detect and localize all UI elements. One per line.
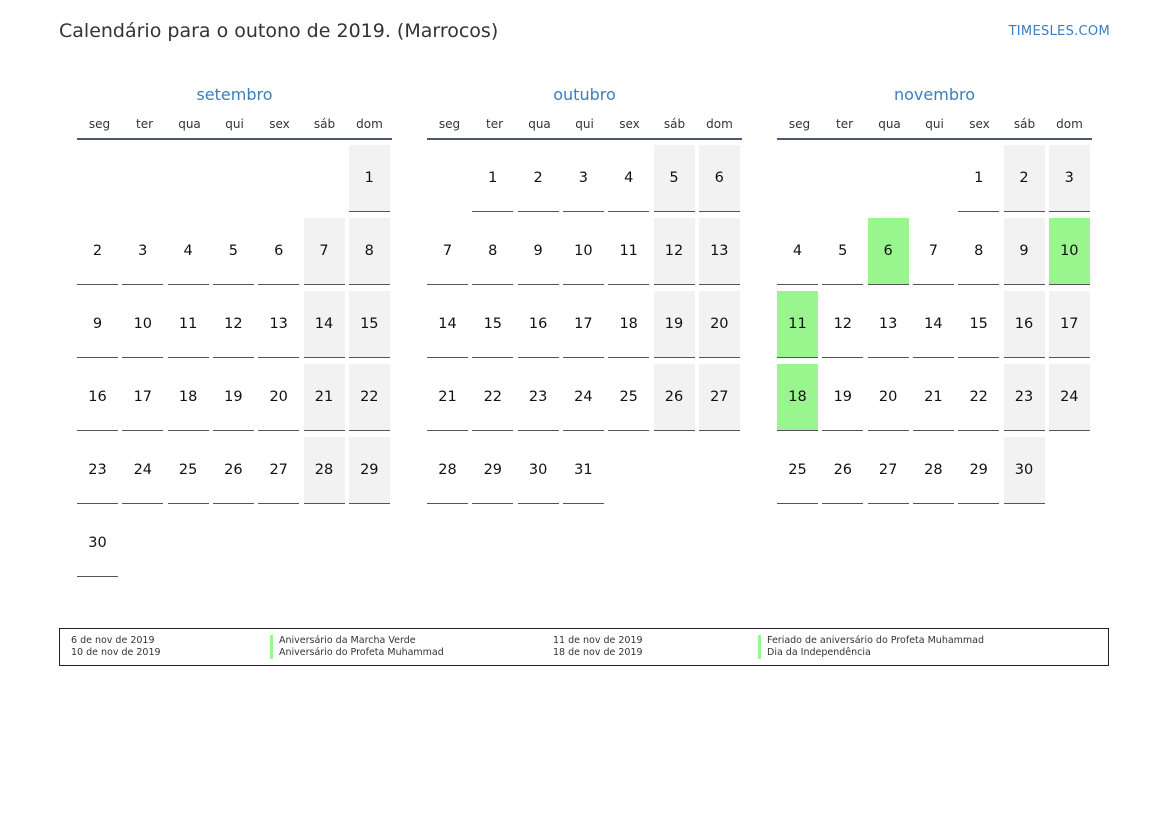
legend-holiday-name: Aniversário do Profeta Muhammad	[270, 647, 444, 659]
day-cell: 3	[563, 145, 604, 212]
day-cell: 13	[868, 291, 909, 358]
day-cell: 15	[472, 291, 513, 358]
day-cell: 23	[518, 364, 559, 431]
day-cell: 9	[1004, 218, 1045, 285]
day-cell: 11	[777, 291, 818, 358]
day-cell: 27	[868, 437, 909, 504]
day-cell: 16	[518, 291, 559, 358]
day-cell: 20	[699, 291, 740, 358]
legend-holiday-name: Aniversário da Marcha Verde	[270, 635, 444, 647]
day-cell: 10	[122, 291, 163, 358]
day-cell: 28	[427, 437, 468, 504]
weekday-label: ter	[485, 117, 504, 131]
weekday-label: sex	[269, 117, 290, 131]
day-cell: 30	[1004, 437, 1045, 504]
day-cell: 3	[1049, 145, 1090, 212]
day-cell: 28	[913, 437, 954, 504]
day-cell: 29	[472, 437, 513, 504]
weekday-label: seg	[788, 117, 811, 131]
day-cell: 13	[699, 218, 740, 285]
day-cell: 31	[563, 437, 604, 504]
day-cell: 26	[822, 437, 863, 504]
month-november	[777, 84, 1092, 478]
day-cell: 16	[77, 364, 118, 431]
day-cell: 26	[654, 364, 695, 431]
day-cell: 22	[958, 364, 999, 431]
weekday-label: qua	[178, 117, 201, 131]
weekday-label: seg	[438, 117, 461, 131]
month-september	[77, 84, 392, 551]
day-cell: 12	[654, 218, 695, 285]
day-cell: 14	[427, 291, 468, 358]
legend-date: 18 de nov de 2019	[553, 647, 643, 658]
day-cell: 14	[913, 291, 954, 358]
month-name: outubro	[553, 85, 616, 104]
day-cell: 20	[868, 364, 909, 431]
weekday-label: qui	[225, 117, 244, 131]
weekday-label: dom	[1056, 117, 1083, 131]
day-cell: 20	[258, 364, 299, 431]
legend-date: 11 de nov de 2019	[553, 635, 643, 646]
day-cell: 13	[258, 291, 299, 358]
day-cell: 5	[822, 218, 863, 285]
day-cell: 30	[518, 437, 559, 504]
month-name: setembro	[196, 85, 273, 104]
month-october	[427, 84, 742, 478]
legend-holiday-name: Dia da Independência	[758, 647, 984, 659]
weekday-label: dom	[356, 117, 383, 131]
day-cell: 28	[304, 437, 345, 504]
day-cell: 8	[958, 218, 999, 285]
day-cell: 26	[213, 437, 254, 504]
day-cell: 15	[349, 291, 390, 358]
day-cell: 17	[1049, 291, 1090, 358]
day-cell: 12	[822, 291, 863, 358]
day-cell: 10	[563, 218, 604, 285]
day-cell: 10	[1049, 218, 1090, 285]
day-cell: 29	[349, 437, 390, 504]
day-cell: 4	[608, 145, 649, 212]
day-cell: 30	[77, 510, 118, 577]
legend-names-right	[758, 635, 984, 659]
month-name: novembro	[894, 85, 975, 104]
day-cell: 21	[427, 364, 468, 431]
day-cell: 17	[563, 291, 604, 358]
day-cell: 6	[258, 218, 299, 285]
day-cell: 2	[1004, 145, 1045, 212]
day-cell: 4	[168, 218, 209, 285]
weekday-label: dom	[706, 117, 733, 131]
weekday-label: qui	[925, 117, 944, 131]
day-cell: 19	[822, 364, 863, 431]
day-cell: 27	[699, 364, 740, 431]
weekday-label: ter	[135, 117, 154, 131]
calendar-months	[77, 84, 1093, 584]
day-cell: 12	[213, 291, 254, 358]
day-cell: 9	[518, 218, 559, 285]
day-cell: 15	[958, 291, 999, 358]
day-cell: 18	[608, 291, 649, 358]
legend-names-left	[270, 635, 444, 659]
legend-dates-left	[71, 635, 161, 659]
day-cell: 4	[777, 218, 818, 285]
weekday-header	[427, 116, 742, 140]
weekday-label: sex	[969, 117, 990, 131]
weekday-label: seg	[88, 117, 111, 131]
day-cell: 7	[304, 218, 345, 285]
day-cell: 5	[213, 218, 254, 285]
day-cell: 18	[777, 364, 818, 431]
weekday-label: sáb	[663, 117, 686, 131]
weekday-header	[77, 116, 392, 140]
day-cell: 8	[472, 218, 513, 285]
day-cell: 1	[958, 145, 999, 212]
legend-date: 10 de nov de 2019	[71, 647, 161, 658]
day-cell: 2	[518, 145, 559, 212]
day-cell: 24	[563, 364, 604, 431]
day-cell: 21	[304, 364, 345, 431]
day-cell: 6	[868, 218, 909, 285]
legend-holiday-name: Feriado de aniversário do Profeta Muhammad	[758, 635, 984, 647]
page-title: Calendário para o outono de 2019. (Marrocos)	[59, 20, 499, 42]
day-cell: 9	[77, 291, 118, 358]
day-cell: 7	[913, 218, 954, 285]
site-link[interactable]: TIMESLES.COM	[1008, 24, 1110, 39]
weekday-label: qui	[575, 117, 594, 131]
weekday-label: qua	[878, 117, 901, 131]
day-cell: 23	[1004, 364, 1045, 431]
day-cell: 2	[77, 218, 118, 285]
legend-date: 6 de nov de 2019	[71, 635, 155, 646]
day-cell: 19	[654, 291, 695, 358]
day-cell: 6	[699, 145, 740, 212]
day-cell: 22	[349, 364, 390, 431]
day-cell: 1	[349, 145, 390, 212]
day-cell: 11	[608, 218, 649, 285]
weekday-label: sáb	[1013, 117, 1036, 131]
day-cell: 7	[427, 218, 468, 285]
day-cell: 17	[122, 364, 163, 431]
day-cell: 24	[1049, 364, 1090, 431]
day-cell: 11	[168, 291, 209, 358]
day-cell: 24	[122, 437, 163, 504]
weekday-header	[777, 116, 1092, 140]
legend-dates-right	[553, 635, 643, 659]
day-cell: 21	[913, 364, 954, 431]
day-cell: 1	[472, 145, 513, 212]
day-cell: 25	[608, 364, 649, 431]
day-cell: 16	[1004, 291, 1045, 358]
weekday-label: sáb	[313, 117, 336, 131]
day-cell: 25	[168, 437, 209, 504]
day-cell: 8	[349, 218, 390, 285]
day-cell: 22	[472, 364, 513, 431]
day-cell: 25	[777, 437, 818, 504]
day-cell: 14	[304, 291, 345, 358]
weekday-label: ter	[835, 117, 854, 131]
day-cell: 23	[77, 437, 118, 504]
weekday-label: sex	[619, 117, 640, 131]
day-cell: 19	[213, 364, 254, 431]
day-cell: 5	[654, 145, 695, 212]
weekday-label: qua	[528, 117, 551, 131]
day-cell: 27	[258, 437, 299, 504]
holiday-legend	[59, 628, 1109, 666]
day-cell: 18	[168, 364, 209, 431]
day-cell: 29	[958, 437, 999, 504]
day-cell: 3	[122, 218, 163, 285]
